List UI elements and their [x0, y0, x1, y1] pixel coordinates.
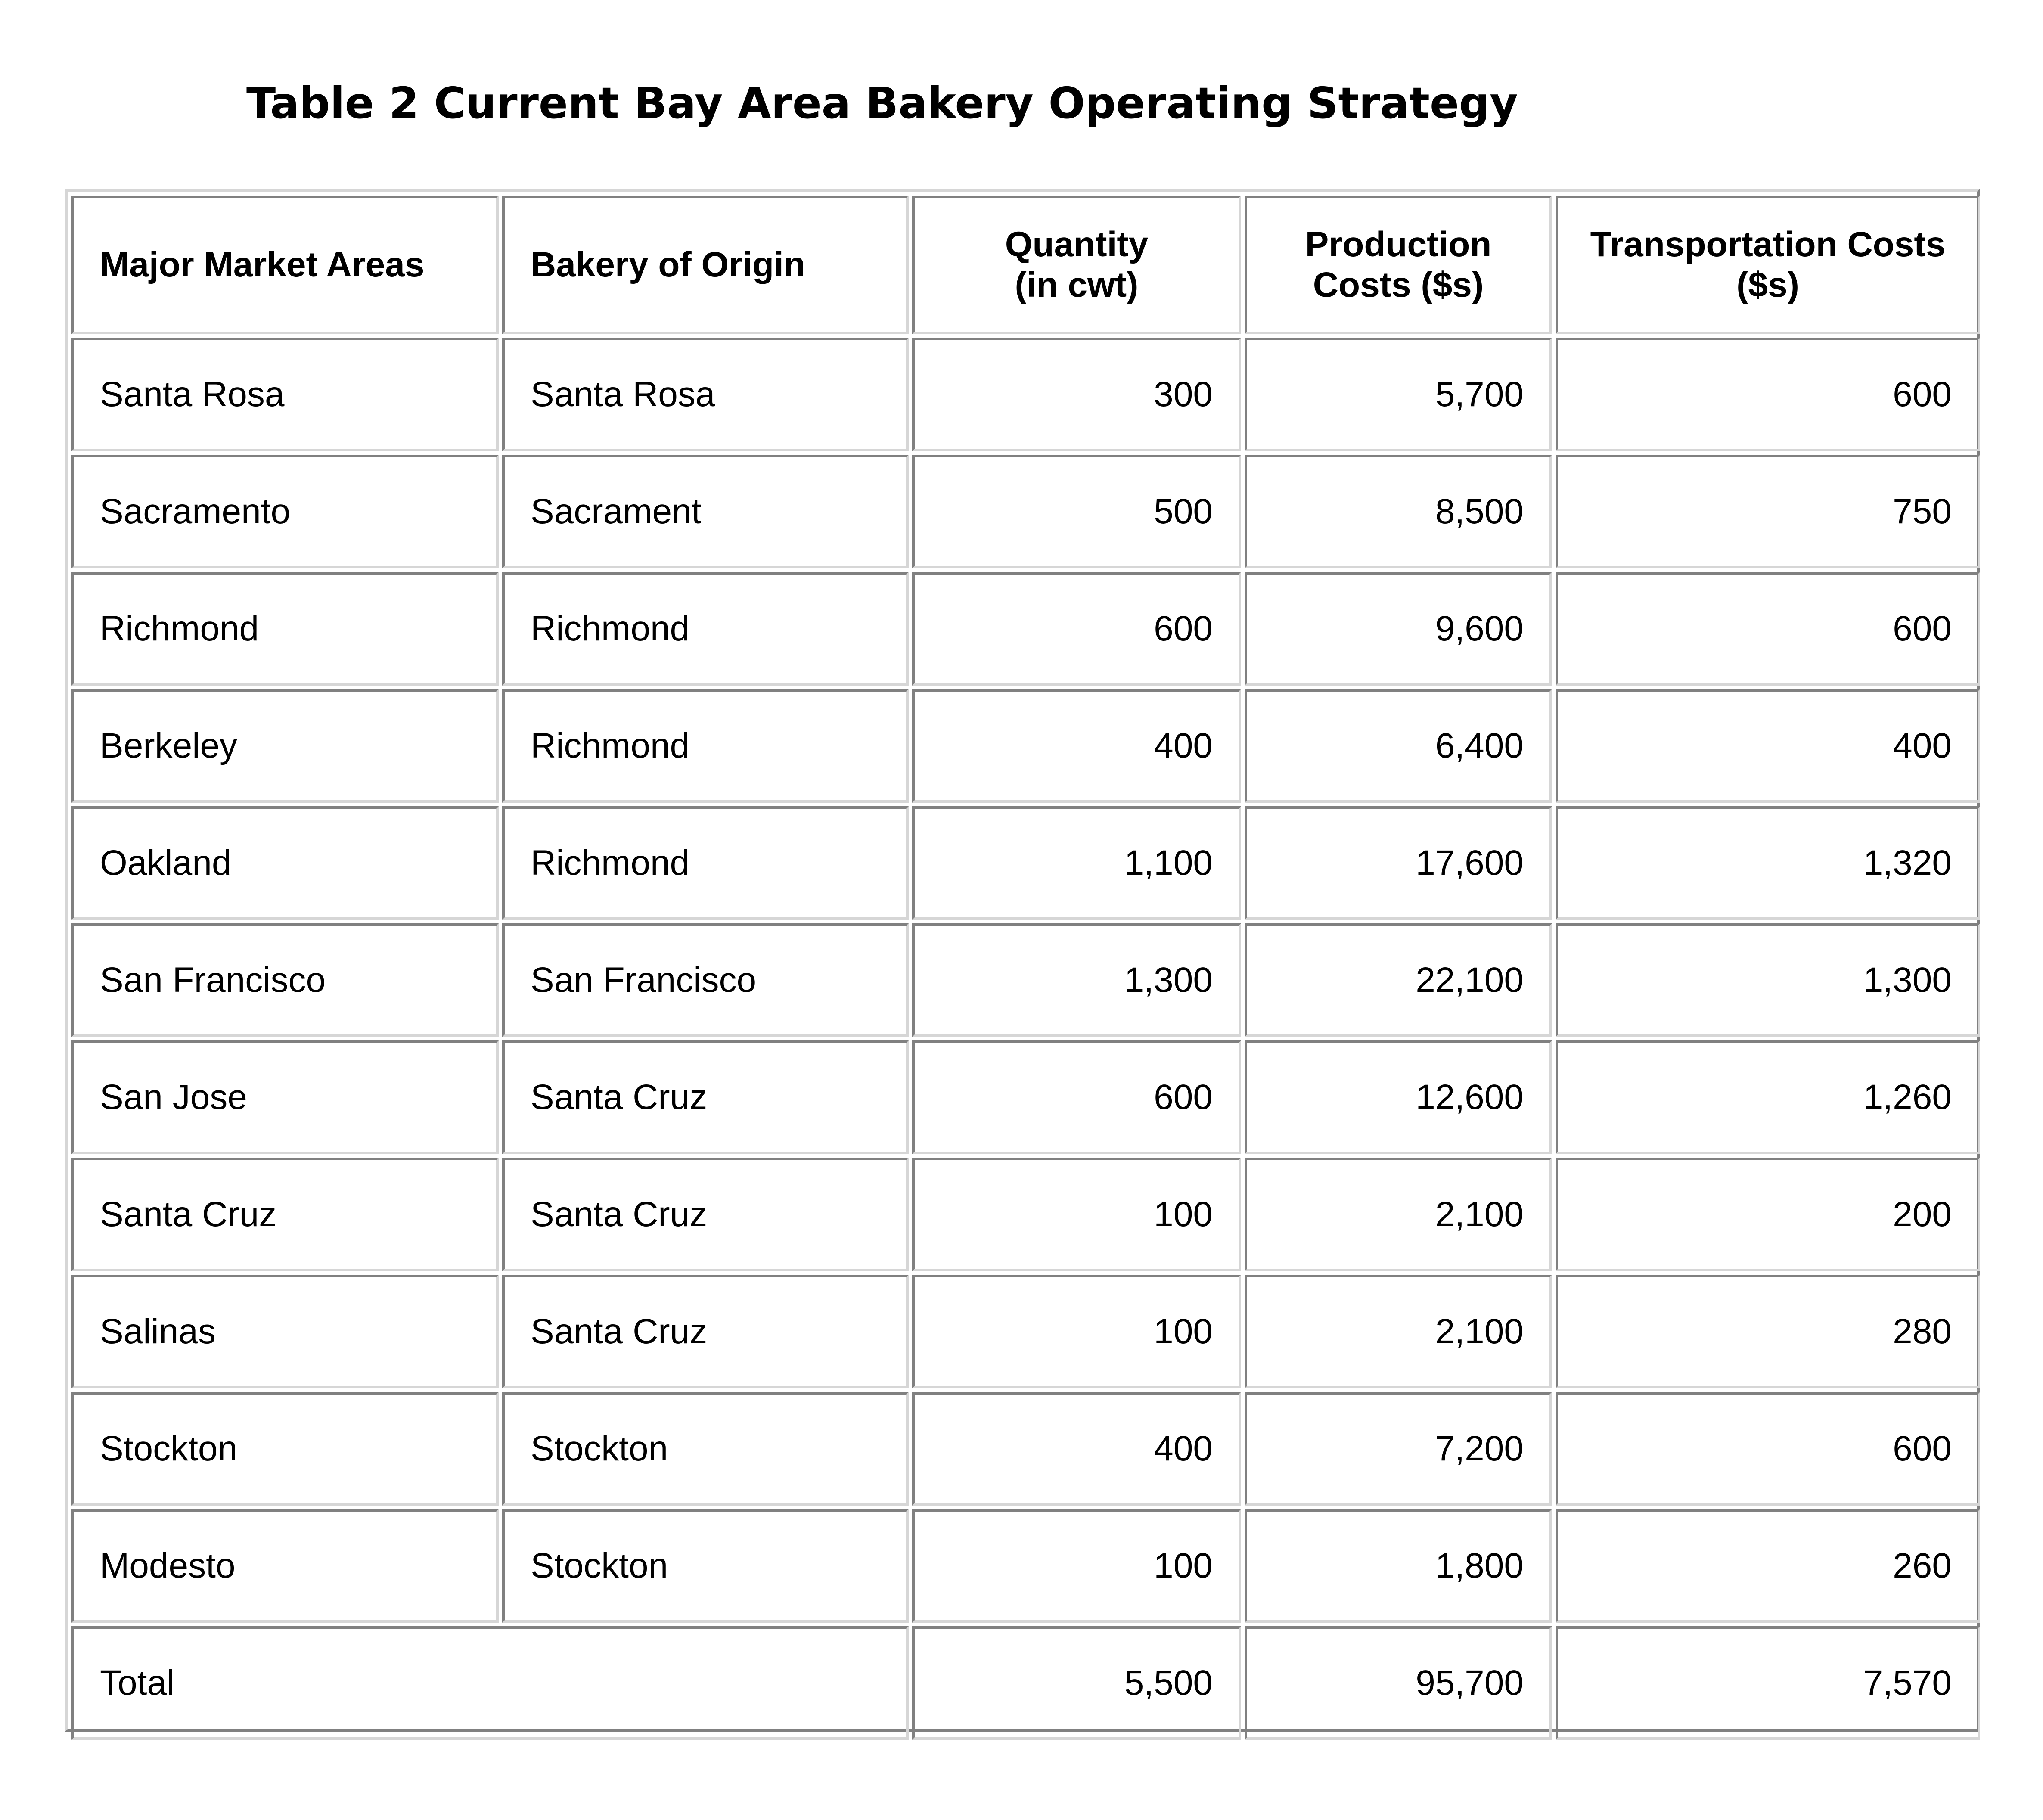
cell-quantity: 1,100 — [912, 806, 1241, 920]
table-row — [71, 1392, 1980, 1506]
header-production-costs — [1245, 196, 1552, 334]
cell-quantity: 400 — [912, 689, 1241, 803]
header-quantity — [912, 196, 1241, 334]
table-row — [71, 1040, 1980, 1154]
cell-transport: 1,260 — [1556, 1040, 1980, 1154]
header-quantity-line2: (in cwt) — [1015, 265, 1139, 304]
total-production: 95,700 — [1245, 1626, 1552, 1740]
cell-market: Modesto — [71, 1509, 499, 1623]
table-row — [71, 455, 1980, 568]
table-row — [71, 1275, 1980, 1388]
header-quantity-line1: Quantity — [1005, 224, 1149, 264]
header-market-areas: Major Market Areas — [71, 196, 499, 334]
cell-origin: Richmond — [502, 572, 909, 686]
cell-transport: 1,300 — [1556, 923, 1980, 1037]
cell-origin: Sacrament — [502, 455, 909, 568]
cell-market: Richmond — [71, 572, 499, 686]
header-transport-line2: ($s) — [1736, 265, 1799, 304]
cell-market: Salinas — [71, 1275, 499, 1388]
cell-quantity: 300 — [912, 338, 1241, 451]
header-transport-line1: Transportation Costs — [1590, 224, 1946, 264]
table-row — [71, 923, 1980, 1037]
data-table — [68, 192, 1984, 1743]
cell-transport: 750 — [1556, 455, 1980, 568]
cell-quantity: 100 — [912, 1509, 1241, 1623]
cell-quantity: 100 — [912, 1275, 1241, 1388]
cell-transport: 260 — [1556, 1509, 1980, 1623]
cell-production: 17,600 — [1245, 806, 1552, 920]
cell-production: 7,200 — [1245, 1392, 1552, 1506]
cell-transport: 600 — [1556, 572, 1980, 686]
total-quantity: 5,500 — [912, 1626, 1241, 1740]
cell-origin: San Francisco — [502, 923, 909, 1037]
cell-quantity: 600 — [912, 1040, 1241, 1154]
total-label: Total — [71, 1626, 909, 1740]
cell-production: 12,600 — [1245, 1040, 1552, 1154]
operating-strategy-table — [65, 189, 1980, 1732]
cell-production: 22,100 — [1245, 923, 1552, 1037]
cell-production: 9,600 — [1245, 572, 1552, 686]
cell-production: 5,700 — [1245, 338, 1552, 451]
cell-market: Sacramento — [71, 455, 499, 568]
total-row — [71, 1626, 1980, 1740]
cell-market: Santa Cruz — [71, 1158, 499, 1271]
cell-transport: 280 — [1556, 1275, 1980, 1388]
table-row — [71, 689, 1980, 803]
cell-origin: Santa Rosa — [502, 338, 909, 451]
cell-transport: 400 — [1556, 689, 1980, 803]
cell-transport: 1,320 — [1556, 806, 1980, 920]
cell-origin: Stockton — [502, 1392, 909, 1506]
cell-production: 6,400 — [1245, 689, 1552, 803]
table-row — [71, 1158, 1980, 1271]
table-row — [71, 338, 1980, 451]
table-row — [71, 572, 1980, 686]
cell-market: Oakland — [71, 806, 499, 920]
cell-transport: 200 — [1556, 1158, 1980, 1271]
cell-production: 2,100 — [1245, 1158, 1552, 1271]
cell-quantity: 500 — [912, 455, 1241, 568]
header-production-line2: Costs ($s) — [1313, 265, 1484, 304]
cell-quantity: 400 — [912, 1392, 1241, 1506]
cell-production: 2,100 — [1245, 1275, 1552, 1388]
cell-quantity: 100 — [912, 1158, 1241, 1271]
cell-quantity: 600 — [912, 572, 1241, 686]
header-bakery-of-origin: Bakery of Origin — [502, 196, 909, 334]
cell-origin: Richmond — [502, 689, 909, 803]
cell-market: San Francisco — [71, 923, 499, 1037]
page-title: Table 2 Current Bay Area Bakery Operating Strategy — [246, 78, 1518, 128]
cell-market: Santa Rosa — [71, 338, 499, 451]
header-transportation-costs — [1556, 196, 1980, 334]
cell-transport: 600 — [1556, 338, 1980, 451]
cell-market: Berkeley — [71, 689, 499, 803]
table-row — [71, 1509, 1980, 1623]
header-production-line1: Production — [1305, 224, 1492, 264]
cell-production: 8,500 — [1245, 455, 1552, 568]
header-row — [71, 196, 1980, 334]
cell-market: San Jose — [71, 1040, 499, 1154]
cell-production: 1,800 — [1245, 1509, 1552, 1623]
cell-origin: Santa Cruz — [502, 1158, 909, 1271]
total-transport: 7,570 — [1556, 1626, 1980, 1740]
cell-origin: Richmond — [502, 806, 909, 920]
cell-origin: Santa Cruz — [502, 1275, 909, 1388]
cell-origin: Stockton — [502, 1509, 909, 1623]
table-row — [71, 806, 1980, 920]
cell-market: Stockton — [71, 1392, 499, 1506]
cell-transport: 600 — [1556, 1392, 1980, 1506]
cell-quantity: 1,300 — [912, 923, 1241, 1037]
cell-origin: Santa Cruz — [502, 1040, 909, 1154]
